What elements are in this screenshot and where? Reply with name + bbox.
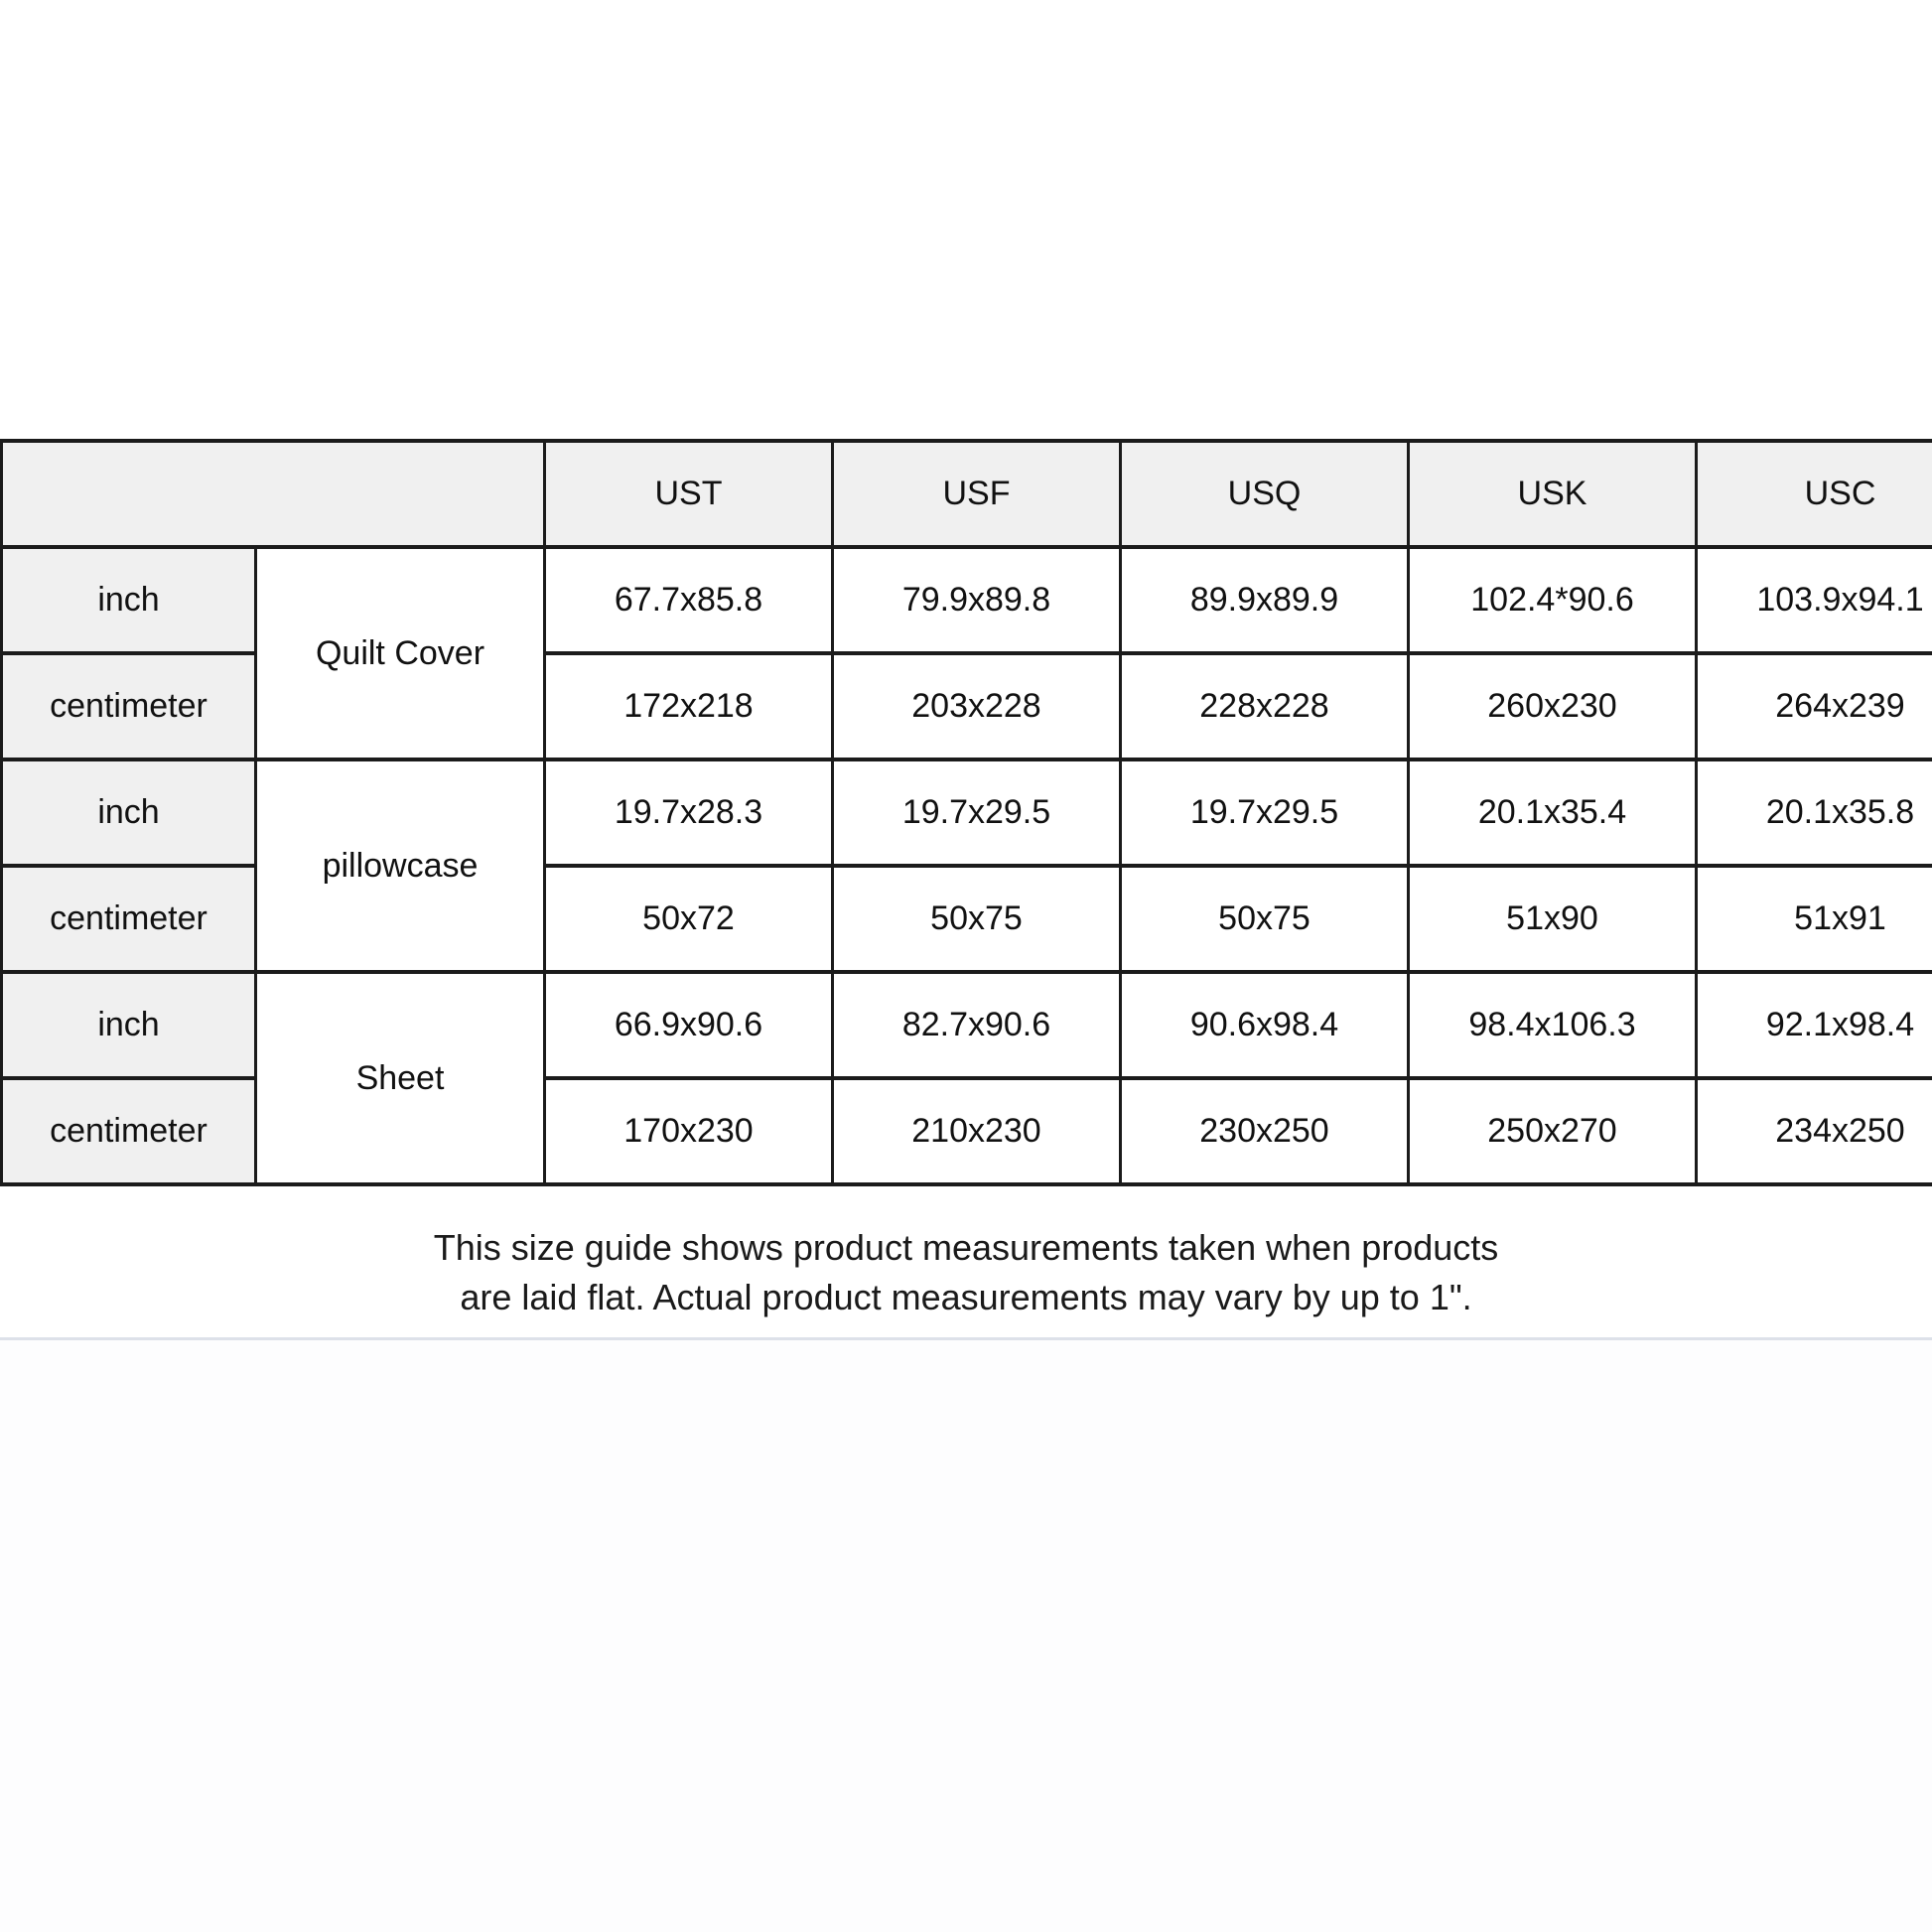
size-value: 67.7x85.8: [545, 547, 833, 653]
size-header-usq: USQ: [1121, 441, 1409, 547]
size-value: 51x90: [1409, 866, 1697, 972]
size-value: 228x228: [1121, 653, 1409, 759]
item-label-sheet: Sheet: [256, 972, 545, 1184]
size-value: 50x75: [833, 866, 1121, 972]
size-value: 260x230: [1409, 653, 1697, 759]
size-value: 103.9x94.1: [1697, 547, 1932, 653]
size-value: 51x91: [1697, 866, 1932, 972]
size-header-usk: USK: [1409, 441, 1697, 547]
size-value: 79.9x89.8: [833, 547, 1121, 653]
size-header-usc: USC: [1697, 441, 1932, 547]
size-value: 250x270: [1409, 1078, 1697, 1184]
size-value: 203x228: [833, 653, 1121, 759]
size-value: 19.7x29.5: [1121, 759, 1409, 866]
empty-lower-area: [0, 1340, 1932, 1932]
size-value: 20.1x35.8: [1697, 759, 1932, 866]
unit-label-inch: inch: [2, 972, 256, 1078]
sheet-inch-row: [2, 972, 1932, 1078]
corner-cell: [2, 441, 545, 547]
size-value: 92.1x98.4: [1697, 972, 1932, 1078]
size-value: 20.1x35.4: [1409, 759, 1697, 866]
size-table: [0, 439, 1932, 1186]
size-value: 172x218: [545, 653, 833, 759]
size-value: 90.6x98.4: [1121, 972, 1409, 1078]
size-value: 170x230: [545, 1078, 833, 1184]
unit-label-centimeter: centimeter: [2, 1078, 256, 1184]
unit-label-centimeter: centimeter: [2, 653, 256, 759]
quilt-cover-inch-row: [2, 547, 1932, 653]
size-value: 98.4x106.3: [1409, 972, 1697, 1078]
size-value: 19.7x29.5: [833, 759, 1121, 866]
footnote-line-1: This size guide shows product measurements taken when products: [433, 1227, 1499, 1268]
size-value: 210x230: [833, 1078, 1121, 1184]
pillowcase-inch-row: [2, 759, 1932, 866]
unit-label-centimeter: centimeter: [2, 866, 256, 972]
size-header-usf: USF: [833, 441, 1121, 547]
size-value: 19.7x28.3: [545, 759, 833, 866]
unit-label-inch: inch: [2, 759, 256, 866]
size-value: 89.9x89.9: [1121, 547, 1409, 653]
size-value: 102.4*90.6: [1409, 547, 1697, 653]
size-value: 66.9x90.6: [545, 972, 833, 1078]
size-value: 82.7x90.6: [833, 972, 1121, 1078]
size-value: 234x250: [1697, 1078, 1932, 1184]
size-header-ust: UST: [545, 441, 833, 547]
footnote-line-2: are laid flat. Actual product measurements may vary by up to 1".: [460, 1277, 1472, 1317]
size-value: 50x75: [1121, 866, 1409, 972]
size-table-container: [0, 439, 1932, 1186]
size-value: 50x72: [545, 866, 833, 972]
unit-label-inch: inch: [2, 547, 256, 653]
header-row: [2, 441, 1932, 547]
size-value: 230x250: [1121, 1078, 1409, 1184]
item-label-pillowcase: pillowcase: [256, 759, 545, 972]
size-guide-footnote: [0, 1223, 1932, 1322]
item-label-quilt-cover: Quilt Cover: [256, 547, 545, 759]
size-value: 264x239: [1697, 653, 1932, 759]
